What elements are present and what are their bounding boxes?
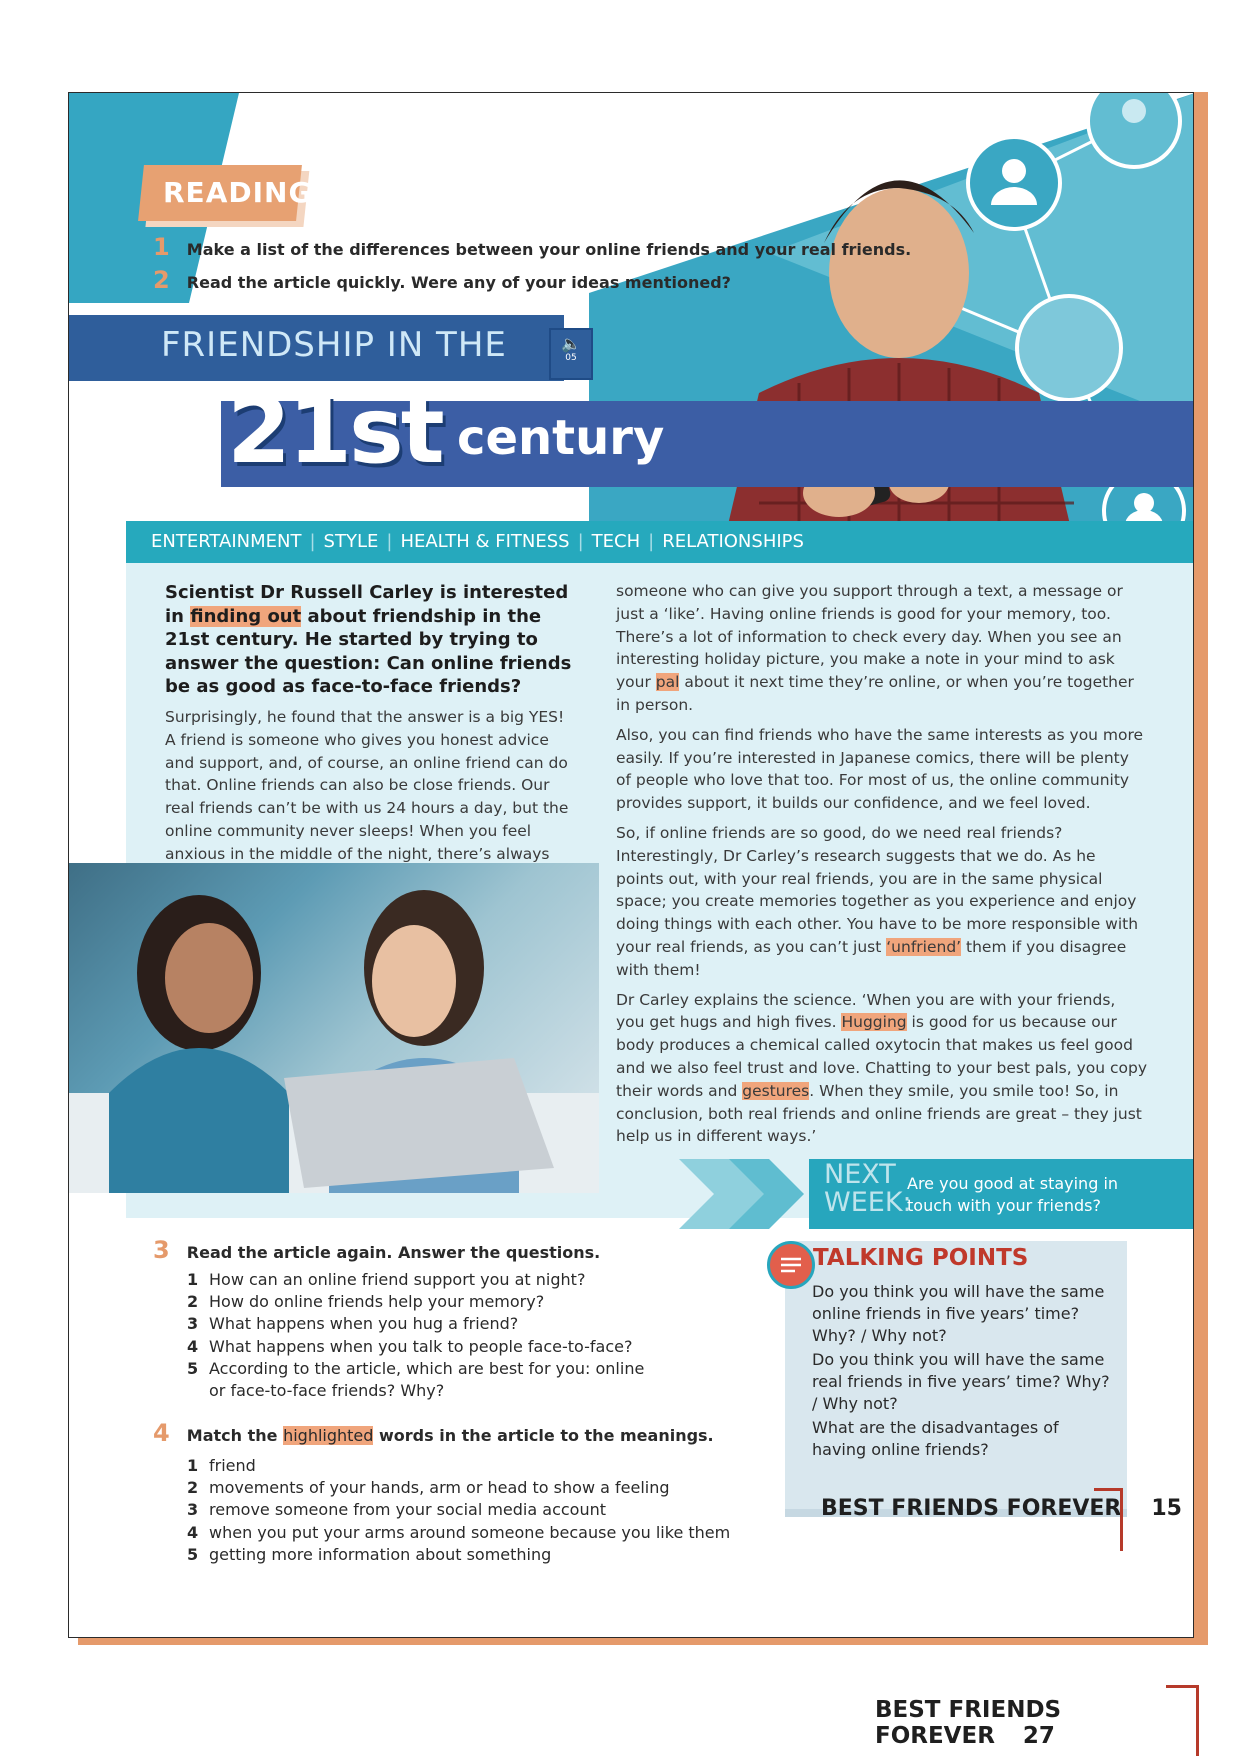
- nav-tech[interactable]: TECH: [591, 531, 641, 552]
- text-span: them if you disagree with them!: [616, 937, 1127, 979]
- item-text: remove someone from your social media account: [209, 1500, 607, 1520]
- article-lead: [165, 581, 575, 699]
- item-number: 2: [187, 1292, 199, 1312]
- nav-relationships[interactable]: RELATIONSHIPS: [662, 531, 804, 552]
- item-text: According to the article, which are best for you: online or face-to-face friends? Why?: [209, 1358, 645, 1401]
- article-title-century: century: [457, 410, 665, 466]
- textbook-page: [68, 92, 1194, 1638]
- paragraph: [616, 989, 1148, 1149]
- footer-page-number: 15: [1151, 1496, 1182, 1521]
- text-span: Dr Carley explains the science. ‘When you are with your friends, you get hugs and high fives.: [616, 990, 1116, 1032]
- list-item: [187, 1477, 747, 1499]
- inner-page-footer: [821, 1496, 1182, 1521]
- nav-health-fitness[interactable]: HEALTH & FITNESS: [400, 531, 570, 552]
- next-week-line2: WEEK:: [824, 1187, 912, 1218]
- nav-divider: |: [386, 531, 393, 552]
- intro-question-1: [153, 233, 911, 261]
- exercise-number: 3: [153, 1236, 170, 1264]
- list-item: [187, 1358, 657, 1402]
- reading-section-tag: [138, 165, 313, 221]
- next-week-question: Are you good at staying in touch with your friends?: [907, 1174, 1119, 1215]
- highlighted-word: pal: [655, 673, 680, 692]
- text-span: Match the: [186, 1426, 284, 1445]
- nav-divider: |: [577, 531, 584, 552]
- question-number: 2: [153, 266, 170, 294]
- nav-divider: |: [648, 531, 655, 552]
- audio-track-button[interactable]: [549, 328, 593, 380]
- speaker-icon: 🔈: [561, 334, 581, 353]
- talking-point: Do you think you will have the same online friends in five years’ time? Why? / Why not?: [812, 1282, 1105, 1345]
- list-item: [187, 1291, 657, 1313]
- nav-style[interactable]: STYLE: [323, 531, 379, 552]
- list-item: [187, 1313, 657, 1335]
- item-number: 3: [187, 1500, 199, 1520]
- highlighted-word: highlighted: [283, 1426, 374, 1445]
- next-week-title: [824, 1161, 912, 1217]
- item-number: 3: [187, 1314, 199, 1334]
- question-number: 1: [153, 233, 170, 261]
- item-text: when you put your arms around someone because you like them: [209, 1522, 731, 1542]
- paragraph: [616, 822, 1148, 982]
- outer-corner-mark: [1166, 1685, 1199, 1756]
- text-span: someone who can give you support through a text, a message or just a ‘like’. Having online friends is good for your memory, too. There’s a lot of information to check every day. When you see an interesting holiday picture, you make a note in your mind to ask your: [616, 582, 1123, 692]
- list-item: [187, 1499, 747, 1521]
- item-number: 1: [187, 1456, 199, 1475]
- list-item: [187, 1544, 747, 1566]
- highlighted-word: gestures: [742, 1081, 810, 1100]
- nav-entertainment[interactable]: ENTERTAINMENT: [151, 531, 302, 552]
- article-column-2: [616, 580, 1148, 1155]
- audio-track-number: 05: [565, 353, 577, 363]
- list-item: [187, 1522, 747, 1544]
- item-number: 2: [187, 1478, 199, 1498]
- article-column-1: Surprisingly, he found that the answer is a big YES! A friend is someone who gives you honest advice and support, and, of course, an online friend can do that. Online friends can also be close friends. Our real friends can’t be with us 24 hours a day, but the online community never sleeps! When you feel anxious in the middle of the night, there’s always: [165, 708, 569, 863]
- list-item: [187, 1455, 747, 1477]
- text-span: words in the article to the meanings.: [373, 1426, 714, 1445]
- speech-bubble-icon: [767, 1241, 815, 1289]
- text-span: is good for us because our body produces a chemical called oxytocin that makes us feel good and we also feel trust and love. Chatting to your best pals, you copy their words and: [616, 1013, 1147, 1100]
- question-text: Make a list of the differences between your online friends and your real friends.: [186, 240, 912, 259]
- talking-point: What are the disadvantages of having online friends?: [812, 1418, 1059, 1459]
- question-text: Read the article quickly. Were any of your ideas mentioned?: [186, 273, 731, 292]
- footer-unit-title: BEST FRIENDS FOREVER: [875, 1697, 1062, 1749]
- lead-text: Scientist Dr Russell Carley is interested in: [165, 582, 569, 627]
- category-nav: [126, 521, 1194, 563]
- exercise-3-heading: [153, 1236, 600, 1264]
- talking-point: Do you think you will have the same real friends in five years’ time? Why? / Why not?: [812, 1350, 1110, 1413]
- text-span: about it next time they’re online, or when you’re together in person.: [616, 673, 1134, 714]
- highlighted-word: finding out: [190, 605, 302, 627]
- item-text: What happens when you talk to people face-to-face?: [209, 1336, 633, 1356]
- item-text: What happens when you hug a friend?: [209, 1314, 519, 1334]
- article-title-21st: 21st: [227, 377, 442, 484]
- item-number: 1: [187, 1270, 199, 1289]
- item-text: movements of your hands, arm or head to show a feeling: [209, 1478, 670, 1498]
- footer-corner-mark: [1094, 1488, 1123, 1551]
- paragraph: Also, you can find friends who have the same interests as you more easily. If you’re interested in Japanese comics, there will be plenty of people who love that too. For most of us, the online community provides support, it builds our confidence, and we feel loved.: [616, 725, 1144, 813]
- talking-points-title: TALKING POINTS: [813, 1245, 1029, 1271]
- exercise-4-heading: [153, 1419, 714, 1447]
- intro-question-2: [153, 266, 731, 294]
- item-text: How can an online friend support you at night?: [209, 1270, 586, 1289]
- item-number: 5: [187, 1544, 199, 1564]
- exercise-number: 4: [153, 1419, 170, 1447]
- footer-page-number: 27: [1022, 1723, 1055, 1749]
- item-number: 4: [187, 1336, 199, 1356]
- item-text: How do online friends help your memory?: [209, 1292, 545, 1312]
- text-span: So, if online friends are so good, do we need real friends? Interestingly, Dr Carley’s research suggests that we do. As he points out, with your real friends, you are in the same physical space; you create memories together as you experience and enjoy doing things with each other. You have to be more responsible with your real friends, as you can’t just: [616, 823, 1139, 956]
- next-week-line1: NEXT: [824, 1159, 896, 1190]
- article-title-line1: FRIENDSHIP IN THE: [161, 325, 507, 365]
- item-text: friend: [209, 1456, 256, 1475]
- exercise-3-list: [187, 1269, 657, 1402]
- chevron-arrows-icon: [679, 1159, 809, 1229]
- list-item: [187, 1269, 657, 1291]
- exercise-instruction: Read the article again. Answer the questions.: [186, 1243, 601, 1262]
- item-number: 4: [187, 1522, 199, 1542]
- item-text: getting more information about something: [209, 1544, 552, 1564]
- footer-unit-title: BEST FRIENDS FOREVER: [821, 1496, 1122, 1521]
- reading-label: READING: [163, 176, 313, 209]
- girls-with-laptop-photo: [69, 863, 599, 1193]
- exercise-4-list: [187, 1455, 747, 1566]
- lead-text: about friendship in the 21st century. He started by trying to answer the question: Can online friends be as good as face-to-face friends?: [165, 605, 572, 697]
- exercise-instruction: [187, 1426, 714, 1445]
- nav-divider: |: [309, 531, 316, 552]
- highlighted-word: Hugging: [841, 1013, 907, 1032]
- item-number: 5: [187, 1358, 199, 1378]
- list-item: [187, 1336, 657, 1358]
- text-span: . When they smile, you smile too! So, in conclusion, both real friends and online friends are great – they just help us in different ways.’: [616, 1081, 1142, 1146]
- paragraph: [616, 580, 1148, 717]
- highlighted-word: ‘unfriend’: [886, 937, 962, 956]
- talking-points-list: [812, 1281, 1112, 1461]
